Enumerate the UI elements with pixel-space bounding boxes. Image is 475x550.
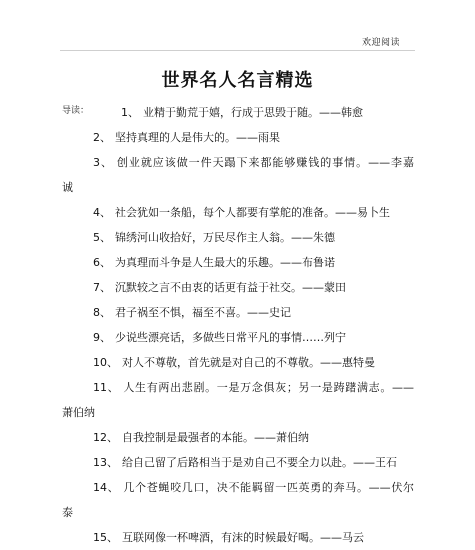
quote-text: 自我控制是最强者的本能。——萧伯纳 (122, 431, 309, 444)
quote-number: 12、 (93, 431, 118, 444)
quote-item (62, 225, 414, 250)
quote-line (62, 100, 414, 125)
quote-line (62, 225, 414, 250)
quote-number: 5、 (93, 231, 111, 244)
quote-number: 7、 (93, 281, 111, 294)
quote-item (62, 300, 414, 325)
quote-line (62, 450, 414, 475)
quote-text: 几个苍蝇咬几口，决不能羁留一匹英勇的奔马。——伏尔 (123, 481, 414, 494)
welcome-note: 欢迎阅读 (361, 38, 400, 48)
quote-number: 2、 (93, 131, 111, 144)
quote-continuation: 泰 (62, 506, 73, 519)
quote-item (62, 475, 414, 525)
quote-text: 给自己留了后路相当于是劝自己不要全力以赴。——王石 (122, 456, 397, 469)
quote-line (62, 325, 414, 350)
quote-text: 为真理而斗争是人生最大的乐趣。——布鲁诺 (115, 256, 335, 269)
quote-number: 4、 (93, 206, 111, 219)
quote-line (62, 425, 414, 450)
quote-line (62, 350, 414, 375)
quote-text: 坚持真理的人是伟大的。——雨果 (115, 131, 280, 144)
quote-line (62, 475, 414, 500)
quote-line (62, 150, 414, 175)
quote-item (62, 350, 414, 375)
quote-item (62, 275, 414, 300)
quote-text: 创业就应该做一件天蹋下来都能够赚钱的事情。——李嘉 (116, 156, 415, 169)
quote-text: 少说些漂亮话，多做些日常平凡的事情……列宁 (115, 331, 346, 344)
quote-item (62, 100, 414, 125)
quote-text: 互联网像一杯啤酒，有沫的时候最好喝。——马云 (122, 531, 364, 544)
quote-item (62, 525, 414, 550)
quote-number: 13、 (93, 456, 118, 469)
quote-number: 6、 (93, 256, 111, 269)
quote-text: 锦绣河山收拾好，万民尽作主人翁。——朱德 (115, 231, 335, 244)
quote-line (62, 275, 414, 300)
quote-item (62, 450, 414, 475)
quote-number: 8、 (93, 306, 111, 319)
quote-item (62, 250, 414, 275)
quote-item (62, 375, 414, 425)
quote-line (62, 250, 414, 275)
quote-text: 沉默较之言不由衷的话更有益于社交。——蒙田 (115, 281, 346, 294)
quote-item (62, 150, 414, 200)
header-divider (60, 50, 415, 51)
quote-number: 11、 (93, 381, 120, 394)
quote-line (62, 375, 414, 400)
quote-number: 9、 (93, 331, 111, 344)
quote-line (62, 525, 414, 550)
quote-number: 3、 (93, 156, 113, 169)
quote-item (62, 200, 414, 225)
quote-continuation: 诚 (62, 181, 73, 194)
quote-item (62, 325, 414, 350)
quote-list (62, 100, 414, 550)
quote-line (62, 125, 414, 150)
quote-number: 10、 (93, 356, 118, 369)
page-title: 世界名人名言精选 (161, 70, 314, 91)
quote-item (62, 125, 414, 150)
quote-line (62, 300, 414, 325)
quote-text: 人生有两出悲剧。一是万念俱灰；另一是踌躇满志。—— (123, 381, 414, 394)
quote-number: 1、 (121, 106, 139, 119)
guide-label: 导读： (62, 106, 90, 116)
quote-line (62, 200, 414, 225)
quote-item (62, 425, 414, 450)
quote-text: 君子祸至不惧，福至不喜。——史记 (115, 306, 291, 319)
quote-text: 业精于勤荒于嬉，行成于思毁于随。——韩愈 (143, 106, 363, 119)
quote-continuation: 萧伯纳 (62, 406, 95, 419)
quote-number: 14、 (93, 481, 120, 494)
quote-number: 15、 (93, 531, 118, 544)
quote-text: 社会犹如一条船，每个人都要有掌舵的准备。——易卜生 (115, 206, 390, 219)
quote-text: 对人不尊敬，首先就是对自己的不尊敬。——惠特曼 (122, 356, 375, 369)
